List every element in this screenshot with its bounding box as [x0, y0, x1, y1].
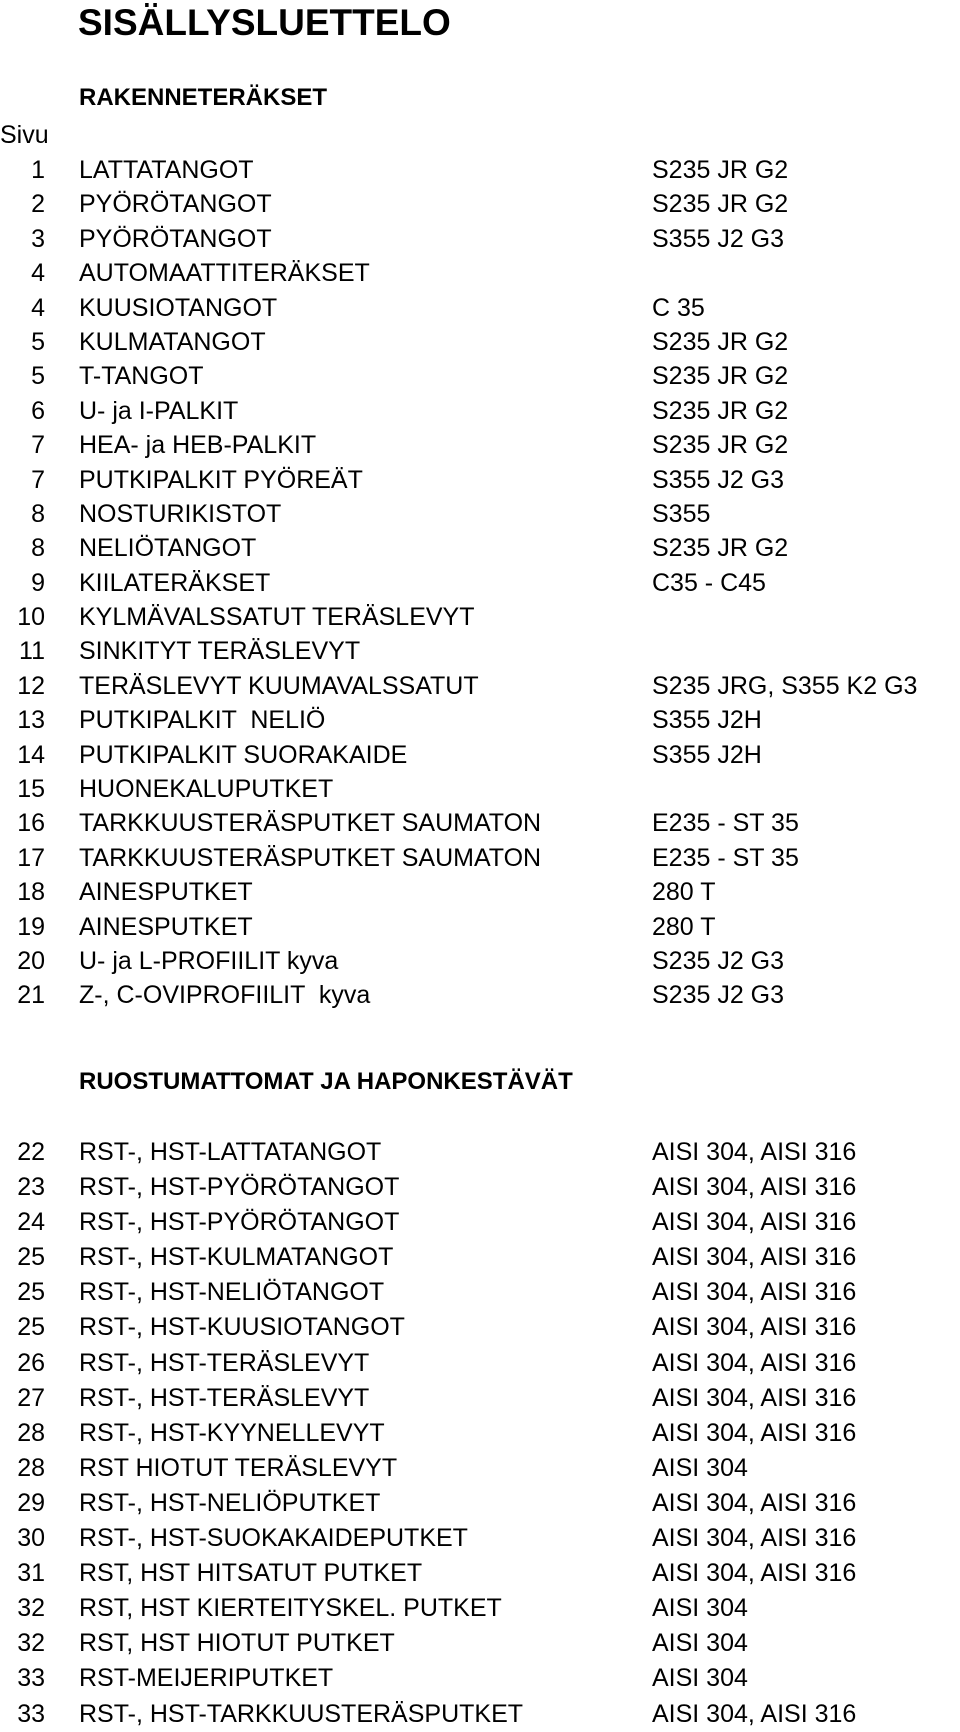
toc-item-grade: AISI 304 [652, 1453, 748, 1482]
toc-item-grade: S235 JRG, S355 K2 G3 [652, 671, 918, 700]
toc-row[interactable] [0, 428, 960, 462]
toc-item-name: PYÖRÖTANGOT [79, 224, 272, 253]
toc-item-name: RST, HST KIERTEITYSKEL. PUTKET [79, 1594, 502, 1623]
toc-item-name: RST-, HST-KUUSIOTANGOT [79, 1313, 405, 1342]
toc-item-name: HEA- ja HEB-PALKIT [79, 431, 317, 460]
toc-item-name: U- ja I-PALKIT [79, 396, 239, 425]
toc-item-grade: AISI 304, AISI 316 [652, 1383, 857, 1412]
toc-item-grade: AISI 304, AISI 316 [652, 1138, 857, 1166]
toc-item-grade: AISI 304, AISI 316 [652, 1418, 857, 1447]
toc-page-number: 8 [31, 534, 45, 563]
toc-item-name: RST-, HST-PYÖRÖTANGOT [79, 1173, 400, 1202]
toc-row[interactable] [0, 325, 960, 359]
toc-page-number: 2 [31, 190, 45, 219]
toc-item-grade: E235 - ST 35 [652, 809, 799, 838]
toc-item-grade: AISI 304, AISI 316 [652, 1524, 857, 1553]
toc-row[interactable] [0, 875, 960, 909]
toc-row[interactable] [0, 1310, 960, 1345]
toc-item-name: AINESPUTKET [79, 878, 253, 907]
toc-item-grade: S355 J2 G3 [652, 224, 785, 253]
toc-item-grade: 280 T [652, 878, 716, 907]
toc-page-number: 21 [17, 981, 45, 1010]
toc-item-name: NELIÖTANGOT [79, 534, 257, 563]
toc-page-number: 27 [17, 1383, 45, 1412]
toc-row[interactable] [0, 291, 960, 325]
toc-item-name: RST-MEIJERIPUTKET [79, 1664, 334, 1693]
toc-page-number: 20 [17, 946, 45, 975]
toc-row[interactable] [0, 1521, 960, 1556]
toc-item-name: PUTKIPALKIT NELIÖ [79, 706, 326, 735]
toc-item-grade: AISI 304, AISI 316 [652, 1699, 857, 1728]
section-heading-structural-steels: RAKENNETERÄKSET [79, 84, 328, 111]
toc-row[interactable] [0, 531, 960, 565]
toc-page-number: 26 [17, 1348, 45, 1377]
toc-item-grade: C35 - C45 [652, 568, 766, 597]
toc-item-grade: AISI 304 [652, 1629, 748, 1658]
toc-item-name: PUTKIPALKIT SUORAKAIDE [79, 740, 408, 769]
page-column-label: Sivu [0, 121, 49, 149]
toc-item-name: RST-, HST-PYÖRÖTANGOT [79, 1208, 400, 1237]
toc-item-name: KULMATANGOT [79, 327, 266, 356]
toc-page-number: 9 [31, 568, 45, 597]
toc-row[interactable] [0, 738, 960, 772]
toc-page-number: 5 [31, 327, 45, 356]
toc-row[interactable] [0, 463, 960, 497]
toc-item-grade: S235 J2 G3 [652, 981, 785, 1010]
toc-row[interactable] [0, 1591, 960, 1626]
toc-row[interactable] [0, 359, 960, 393]
toc-row[interactable] [0, 1626, 960, 1661]
toc-row[interactable] [0, 1381, 960, 1416]
toc-item-name: LATTATANGOT [79, 156, 254, 184]
toc-page-number: 18 [17, 878, 45, 907]
toc-item-name: RST-, HST-TERÄSLEVYT [79, 1348, 370, 1377]
toc-item-grade: AISI 304, AISI 316 [652, 1488, 857, 1517]
toc-page-number: 25 [17, 1313, 45, 1342]
toc-item-grade: 280 T [652, 912, 716, 941]
toc-page-number: 25 [17, 1243, 45, 1272]
toc-item-grade: S235 JR G2 [652, 362, 789, 391]
toc-item-name: NOSTURIKISTOT [79, 499, 282, 528]
toc-item-name: Z-, C-OVIPROFIILIT kyva [79, 981, 371, 1010]
toc-row[interactable] [0, 806, 960, 840]
toc-item-name: RST, HST HITSATUT PUTKET [79, 1559, 423, 1588]
toc-page-number: 32 [17, 1629, 45, 1658]
toc-item-name: T-TANGOT [79, 362, 204, 391]
toc-row[interactable] [0, 1135, 960, 1170]
toc-item-name: AINESPUTKET [79, 912, 253, 941]
toc-row[interactable] [0, 1346, 960, 1381]
toc-item-grade: C 35 [652, 293, 705, 322]
toc-row[interactable] [0, 222, 960, 256]
toc-page-number: 4 [31, 259, 45, 288]
toc-item-name: RST-, HST-KYYNELLEVYT [79, 1418, 385, 1447]
toc-row[interactable] [0, 772, 960, 806]
toc-row[interactable] [0, 1170, 960, 1205]
toc-item-grade: AISI 304, AISI 316 [652, 1243, 857, 1272]
toc-row[interactable] [0, 1697, 960, 1732]
toc-page-number: 25 [17, 1278, 45, 1307]
toc-row[interactable] [0, 1451, 960, 1486]
toc-item-name: HUONEKALUPUTKET [79, 775, 334, 804]
toc-page-number: 12 [17, 671, 45, 700]
toc-page-number: 7 [31, 465, 45, 494]
toc-page-number: 28 [17, 1418, 45, 1447]
toc-item-name: RST HIOTUT TERÄSLEVYT [79, 1453, 398, 1482]
toc-row[interactable] [0, 153, 960, 187]
toc-page-number: 17 [17, 843, 45, 872]
toc-page-number: 19 [17, 912, 45, 941]
toc-page-number: 28 [17, 1453, 45, 1482]
toc-row[interactable] [0, 566, 960, 600]
toc-row[interactable] [0, 1661, 960, 1696]
toc-page-number: 13 [17, 706, 45, 735]
toc-item-name: KYLMÄVALSSATUT TERÄSLEVYT [79, 603, 475, 632]
toc-item-grade: S235 JR G2 [652, 396, 789, 425]
toc-item-grade: S235 JR G2 [652, 156, 789, 184]
toc-row[interactable] [0, 910, 960, 944]
toc-item-name: AUTOMAATTITERÄKSET [79, 259, 370, 288]
toc-row[interactable] [0, 944, 960, 978]
toc-item-name: RST-, HST-NELIÖPUTKET [79, 1488, 381, 1517]
toc-item-grade: S355 J2H [652, 740, 762, 769]
toc-item-grade: E235 - ST 35 [652, 843, 799, 872]
toc-item-name: RST-, HST-TERÄSLEVYT [79, 1383, 370, 1412]
toc-page-number: 10 [17, 603, 45, 632]
toc-row[interactable] [0, 1556, 960, 1591]
toc-page-number: 1 [31, 156, 45, 184]
toc-page-number: 30 [17, 1524, 45, 1553]
toc-row[interactable] [0, 1240, 960, 1275]
toc-page-number: 22 [17, 1138, 45, 1166]
toc-row[interactable] [0, 634, 960, 668]
section-heading-stainless-steels: RUOSTUMATTOMAT JA HAPONKESTÄVÄT [79, 1068, 573, 1095]
toc-page-number: 3 [31, 224, 45, 253]
toc-item-grade: AISI 304 [652, 1594, 748, 1623]
toc-row[interactable] [0, 600, 960, 634]
toc-item-name: U- ja L-PROFIILIT kyva [79, 946, 339, 975]
toc-item-name: KIILATERÄKSET [79, 568, 271, 597]
toc-item-grade: AISI 304, AISI 316 [652, 1348, 857, 1377]
toc-page-number: 11 [19, 637, 45, 666]
toc-item-grade: S355 J2H [652, 706, 762, 735]
toc-item-name: RST, HST HIOTUT PUTKET [79, 1629, 395, 1658]
toc-item-name: PYÖRÖTANGOT [79, 190, 272, 219]
toc-item-grade: AISI 304 [652, 1664, 748, 1693]
toc-row[interactable] [0, 187, 960, 221]
toc-list-structural-steels [0, 153, 960, 1013]
toc-item-name: RST-, HST-TARKKUUSTERÄSPUTKET [79, 1699, 524, 1728]
toc-item-grade: S355 [652, 499, 711, 528]
toc-page-number: 23 [17, 1173, 45, 1202]
toc-item-name: TARKKUUSTERÄSPUTKET SAUMATON [79, 843, 542, 872]
toc-row[interactable] [0, 1275, 960, 1310]
toc-page-number: 4 [31, 293, 45, 322]
toc-row[interactable] [0, 1486, 960, 1521]
toc-item-name: RST-, HST-KULMATANGOT [79, 1243, 394, 1272]
toc-item-grade: AISI 304, AISI 316 [652, 1208, 857, 1237]
toc-page-number: 15 [17, 775, 45, 804]
toc-item-name: KUUSIOTANGOT [79, 293, 278, 322]
toc-row[interactable] [0, 978, 960, 1012]
toc-item-grade: AISI 304, AISI 316 [652, 1313, 857, 1342]
toc-row[interactable] [0, 394, 960, 428]
toc-item-grade: AISI 304, AISI 316 [652, 1559, 857, 1588]
toc-row[interactable] [0, 497, 960, 531]
toc-item-grade: S235 JR G2 [652, 190, 789, 219]
toc-list-stainless-steels [0, 1135, 960, 1732]
toc-page-number: 8 [31, 499, 45, 528]
toc-item-name: TERÄSLEVYT KUUMAVALSSATUT [79, 671, 479, 700]
toc-item-grade: AISI 304, AISI 316 [652, 1173, 857, 1202]
toc-item-grade: AISI 304, AISI 316 [652, 1278, 857, 1307]
toc-item-grade: S235 JR G2 [652, 431, 789, 460]
toc-row[interactable] [0, 703, 960, 737]
toc-item-name: RST-, HST-NELIÖTANGOT [79, 1278, 385, 1307]
toc-page-number: 29 [17, 1488, 45, 1517]
toc-item-grade: S235 J2 G3 [652, 946, 785, 975]
toc-page-number: 16 [17, 809, 45, 838]
toc-row[interactable] [0, 841, 960, 875]
toc-page-number: 32 [17, 1594, 45, 1623]
toc-item-grade: S235 JR G2 [652, 534, 789, 563]
toc-item-name: PUTKIPALKIT PYÖREÄT [79, 465, 363, 494]
toc-page-number: 6 [31, 396, 45, 425]
toc-page-number: 33 [17, 1664, 45, 1693]
toc-item-name: RST-, HST-SUOKAKAIDEPUTKET [79, 1524, 468, 1553]
toc-item-name: TARKKUUSTERÄSPUTKET SAUMATON [79, 809, 542, 838]
toc-item-grade: S355 J2 G3 [652, 465, 785, 494]
toc-row[interactable] [0, 669, 960, 703]
toc-page-number: 14 [17, 740, 45, 769]
toc-page-number: 24 [17, 1208, 45, 1237]
toc-row[interactable] [0, 256, 960, 290]
toc-page-number: 31 [17, 1559, 45, 1588]
toc-item-grade: S235 JR G2 [652, 327, 789, 356]
toc-item-name: SINKITYT TERÄSLEVYT [79, 637, 361, 666]
page-title: SISÄLLYSLUETTELO [78, 2, 451, 43]
toc-row[interactable] [0, 1205, 960, 1240]
toc-page-number: 33 [17, 1699, 45, 1728]
toc-item-name: RST-, HST-LATTATANGOT [79, 1138, 382, 1166]
toc-page-number: 7 [31, 431, 45, 460]
toc-row[interactable] [0, 1416, 960, 1451]
toc-page-number: 5 [31, 362, 45, 391]
